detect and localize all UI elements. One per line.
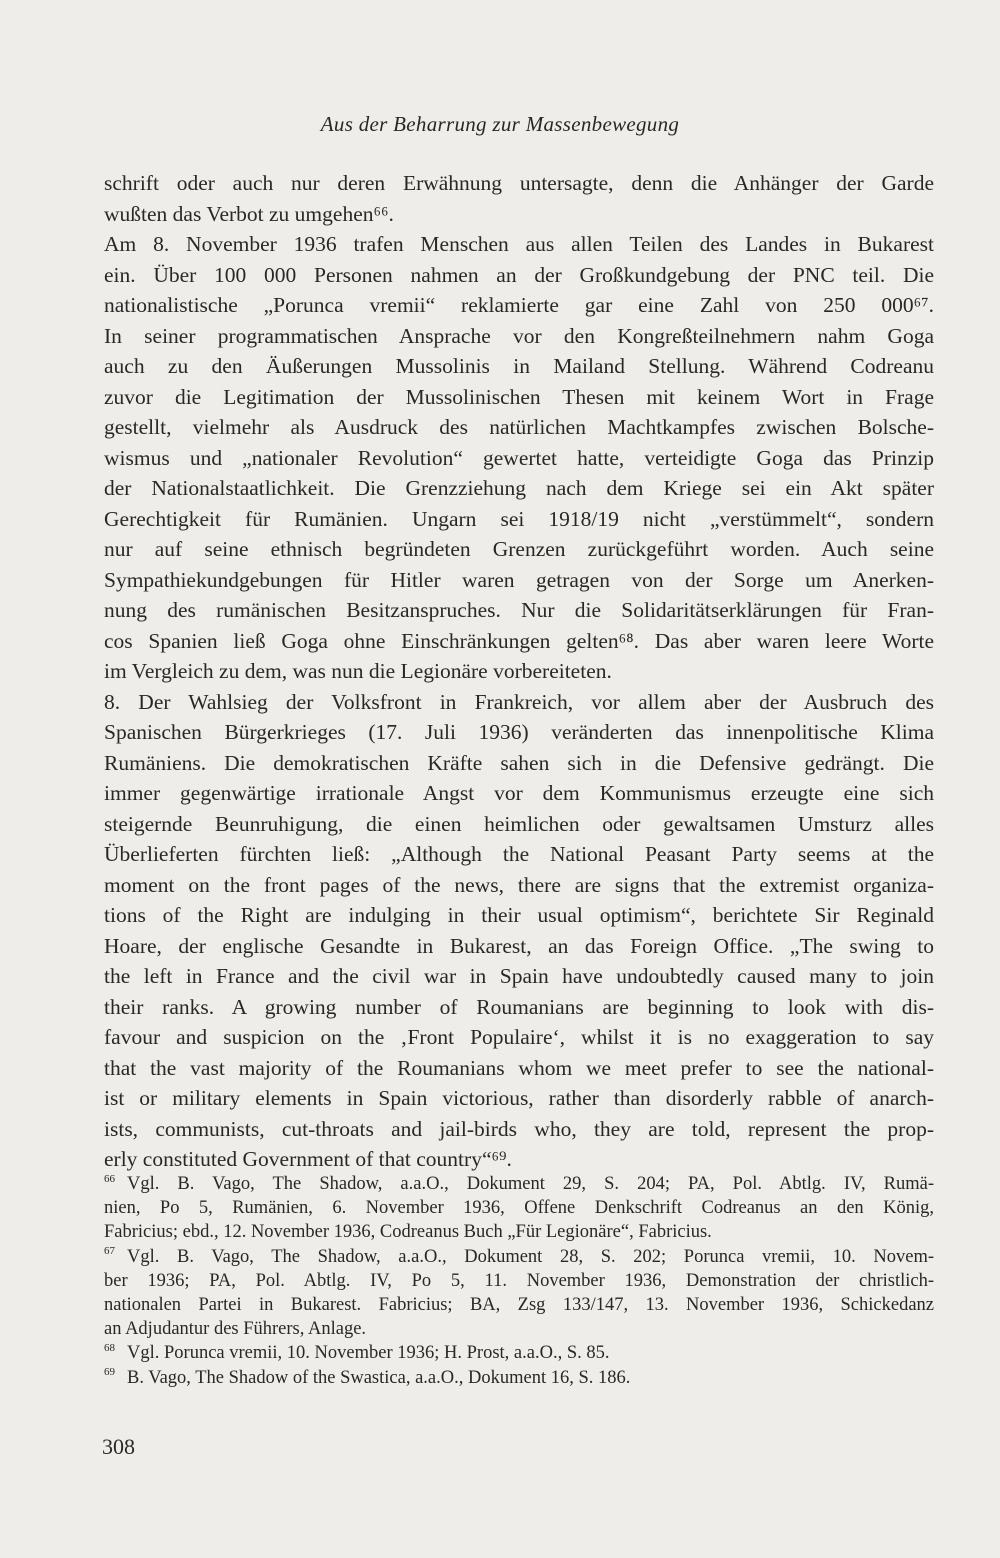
footnote-line [104, 1245, 934, 1269]
footnote-line [104, 1366, 934, 1390]
footnote-number: 68 [104, 1342, 115, 1355]
body-line: Sympathiekundgebungen für Hitler waren getragen von der Sorge um Anerken- [104, 567, 934, 592]
body-line: schrift oder auch nur deren Erwähnung untersagte, denn die Anhänger der Garde [104, 171, 934, 195]
body-line: im Vergleich zu dem, was nun die Legionäre vorbereiteten. [104, 659, 612, 683]
body-line: their ranks. A growing number of Roumanians are beginning to look with dis- [104, 994, 934, 1019]
footnote-number: 66 [104, 1172, 115, 1185]
body-line: Hoare, der englische Gesandte in Bukarest, an das Foreign Office. „The swing to [104, 933, 934, 958]
body-line: wismus und „nationaler Revolution“ gewertet hatte, verteidigte Goga das Prinzip [104, 445, 934, 470]
body-line: der Nationalstaatlichkeit. Die Grenzziehung nach dem Kriege sei ein Akt später [104, 476, 934, 500]
body-line: favour and suspicion on the ‚Front Populaire‘, whilst it is no exaggeration to say [104, 1025, 934, 1049]
footnote-number: 69 [104, 1366, 115, 1379]
body-line: moment on the front pages of the news, there are signs that the extremist organiza- [104, 872, 934, 897]
body-line: nationalistische „Porunca vremii“ reklamierte gar eine Zahl von 250 000⁶⁷. [104, 293, 934, 317]
running-head: Aus der Beharrung zur Massenbewegung [320, 112, 680, 136]
body-line: ein. Über 100 000 Personen nahmen an der Großkundgebung der PNC teil. Die [104, 262, 934, 287]
footnotes [104, 1172, 934, 1390]
body-line: ist or military elements in Spain victorious, rather than disorderly rabble of anarch- [104, 1086, 934, 1110]
body-text [104, 168, 934, 1175]
body-line: ists, communists, cut-throats and jail-birds who, they are told, represent the prop- [104, 1116, 934, 1141]
body-line: the left in France and the civil war in Spain have undoubtedly caused many to join [104, 964, 934, 988]
body-line: nung des rumänischen Besitzanspruches. Nur die Solidaritätserklärungen für Fran- [104, 598, 934, 622]
body-line: that the vast majority of the Roumanians whom we meet prefer to see the national- [104, 1055, 934, 1080]
body-line: Rumäniens. Die demokratischen Kräfte sahen sich in die Defensive gedrängt. Die [104, 750, 934, 775]
body-line: wußten das Verbot zu umgehen⁶⁶. [104, 201, 394, 226]
body-line: zuvor die Legitimation der Mussolinischen Thesen mit keinem Wort in Frage [104, 384, 934, 409]
body-line: Überlieferten fürchten ließ: „Although the National Peasant Party seems at the [104, 842, 934, 866]
body-line: cos Spanien ließ Goga ohne Einschränkungen gelten⁶⁸. Das aber waren leere Worte [104, 628, 934, 653]
footnote-text: Vgl. B. Vago, The Shadow, a.a.O., Dokument 28, S. 202; Porunca vremii, 10. Novem- [127, 1246, 934, 1267]
page-number: 308 [102, 1434, 135, 1459]
body-line: immer gegenwärtige irrationale Angst vor dem Kommunismus erzeugte eine sich [104, 781, 934, 805]
body-line: Spanischen Bürgerkrieges (17. Juli 1936) veränderten das innenpolitische Klima [104, 720, 934, 744]
body-line: steigernde Beunruhigung, die einen heimlichen oder gewaltsamen Umsturz alles [104, 811, 934, 836]
body-line: Am 8. November 1936 trafen Menschen aus allen Teilen des Landes in Bukarest [104, 232, 934, 256]
body-line: erly constituted Government of that country“⁶⁹. [104, 1147, 512, 1171]
footnote-number: 67 [104, 1245, 115, 1258]
footnote-text: Vgl. B. Vago, The Shadow, a.a.O., Dokument 29, S. 204; PA, Pol. Abtlg. IV, Rumä- [127, 1174, 934, 1194]
body-line: 8. Der Wahlsieg der Volksfront in Frankreich, vor allem aber der Ausbruch des [104, 689, 934, 714]
footnote-line: nationalen Partei in Bukarest. Fabricius; BA, Zsg 133/147, 13. November 1936, Schickedanz [104, 1294, 934, 1315]
footnote-line [104, 1341, 934, 1365]
footnote-line: nien, Po 5, Rumänien, 6. November 1936, Offene Denkschrift Codreanus an den König, [104, 1198, 934, 1219]
body-line: auch zu den Äußerungen Mussolinis in Mailand Stellung. Während Codreanu [104, 354, 934, 378]
body-line: tions of the Right are indulging in their usual optimism“, berichtete Sir Reginald [104, 903, 934, 927]
body-line: nur auf seine ethnisch begründeten Grenzen zurückgeführt worden. Auch seine [104, 537, 934, 561]
body-line: gestellt, vielmehr als Ausdruck des natürlichen Machtkampfes zwischen Bolsche- [104, 415, 934, 439]
footnote-text: B. Vago, The Shadow of the Swastica, a.a.O., Dokument 16, S. 186. [127, 1367, 631, 1388]
footnote-line: an Adjudantur des Führers, Anlage. [104, 1319, 367, 1340]
body-line: Gerechtigkeit für Rumänien. Ungarn sei 1918/19 nicht „verstümmelt“, sondern [104, 506, 934, 531]
body-line: In seiner programmatischen Ansprache vor den Kongreßteilnehmern nahm Goga [104, 323, 934, 348]
footnote-line: ber 1936; PA, Pol. Abtlg. IV, Po 5, 11. November 1936, Demonstration der christlich- [104, 1270, 934, 1291]
footnote-line [104, 1172, 934, 1196]
footnote-text: Vgl. Porunca vremii, 10. November 1936; H. Prost, a.a.O., S. 85. [127, 1343, 610, 1364]
footnote-line: Fabricius; ebd., 12. November 1936, Codreanus Buch „Für Legionäre“, Fabricius. [104, 1222, 712, 1243]
